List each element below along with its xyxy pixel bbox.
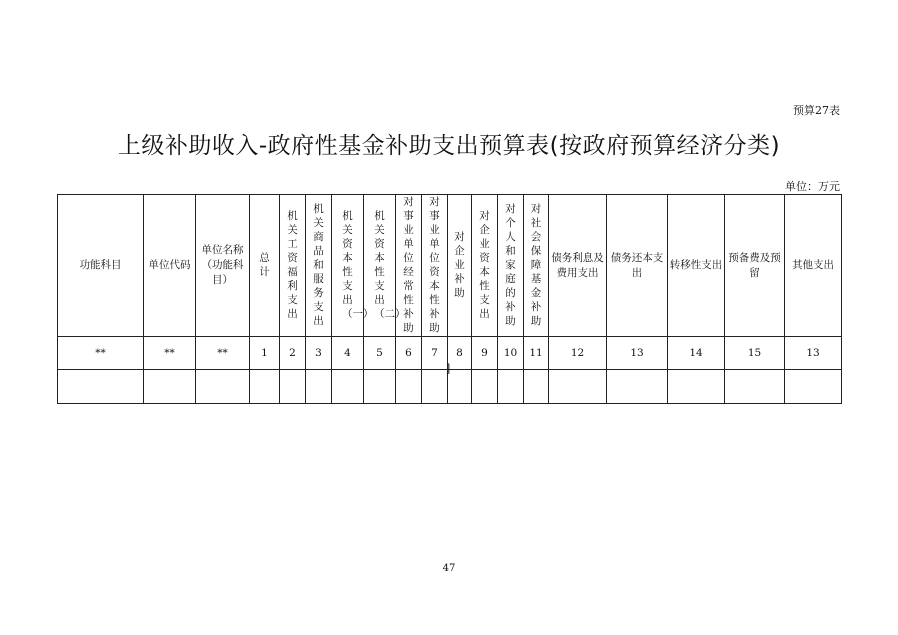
table-cell	[725, 370, 785, 404]
col-header-agency-capital-2: 机关资本性支出（二）	[364, 195, 396, 337]
col-header-social-security-fund: 对社会保障基金补助	[524, 195, 549, 337]
table-cell: 7	[422, 337, 448, 370]
table-cell: 2	[280, 337, 306, 370]
table-cell	[785, 370, 842, 404]
col-header-total: 总计	[250, 195, 280, 337]
table-cell: 6	[396, 337, 422, 370]
table-cell	[472, 370, 498, 404]
table-cell: 15	[725, 337, 785, 370]
col-header-debt-principal: 债务还本支出	[607, 195, 668, 337]
table-cell	[524, 370, 549, 404]
col-header-unit-name: 单位名称（功能科目）	[196, 195, 250, 337]
table-cell: **	[58, 337, 144, 370]
table-cell	[668, 370, 725, 404]
col-header-unit-code: 单位代码	[144, 195, 196, 337]
table-cell: 13	[785, 337, 842, 370]
table-cell	[396, 370, 422, 404]
table-cell: 14	[668, 337, 725, 370]
table-cell: 12	[549, 337, 607, 370]
table-cell: 11	[524, 337, 549, 370]
table-cell	[498, 370, 524, 404]
table-cell: 4	[332, 337, 364, 370]
table-cell	[58, 370, 144, 404]
table-cell	[196, 370, 250, 404]
form-number: 预算27表	[793, 104, 840, 117]
table-cell	[607, 370, 668, 404]
col-header-agency-salary: 机关工资福利支出	[280, 195, 306, 337]
col-header-institution-capital-subsidy: 对事业单位资本性补助	[422, 195, 448, 337]
bracket-mark: ]	[446, 362, 451, 375]
page-number: 47	[442, 563, 456, 574]
header-row	[58, 195, 842, 337]
col-header-agency-goods-services: 机关商品和服务支出	[306, 195, 332, 337]
col-header-other: 其他支出	[785, 195, 842, 337]
table-cell: 10	[498, 337, 524, 370]
col-header-agency-capital-1: 机关资本性支出（一）	[332, 195, 364, 337]
table-cell: 13	[607, 337, 668, 370]
col-header-household-subsidy: 对个人和家庭的补助	[498, 195, 524, 337]
table-cell	[306, 370, 332, 404]
table-cell	[332, 370, 364, 404]
table-cell: 1	[250, 337, 280, 370]
col-header-enterprise-subsidy: 对企业补助	[448, 195, 472, 337]
col-header-debt-interest: 债务利息及费用支出	[549, 195, 607, 337]
unit-label: 单位：万元	[785, 180, 840, 193]
col-header-reserve: 预备费及预留	[725, 195, 785, 337]
table-cell	[549, 370, 607, 404]
table-cell	[250, 370, 280, 404]
table-cell: **	[144, 337, 196, 370]
table-cell: 9	[472, 337, 498, 370]
table-cell: 3	[306, 337, 332, 370]
table-cell: **	[196, 337, 250, 370]
col-header-institution-regular-subsidy: 对事业单位经常性补助	[396, 195, 422, 337]
col-header-function-subject: 功能科目	[58, 195, 144, 337]
table-cell	[280, 370, 306, 404]
table-cell	[364, 370, 396, 404]
page-title: 上级补助收入-政府性基金补助支出预算表(按政府预算经济分类)	[117, 133, 781, 159]
table-cell	[448, 370, 472, 404]
col-header-transfer: 转移性支出	[668, 195, 725, 337]
table-cell: 8	[448, 337, 472, 370]
table-cell	[144, 370, 196, 404]
col-header-enterprise-capital: 对企业资本性支出	[472, 195, 498, 337]
table-cell	[422, 370, 448, 404]
table-cell: 5	[364, 337, 396, 370]
